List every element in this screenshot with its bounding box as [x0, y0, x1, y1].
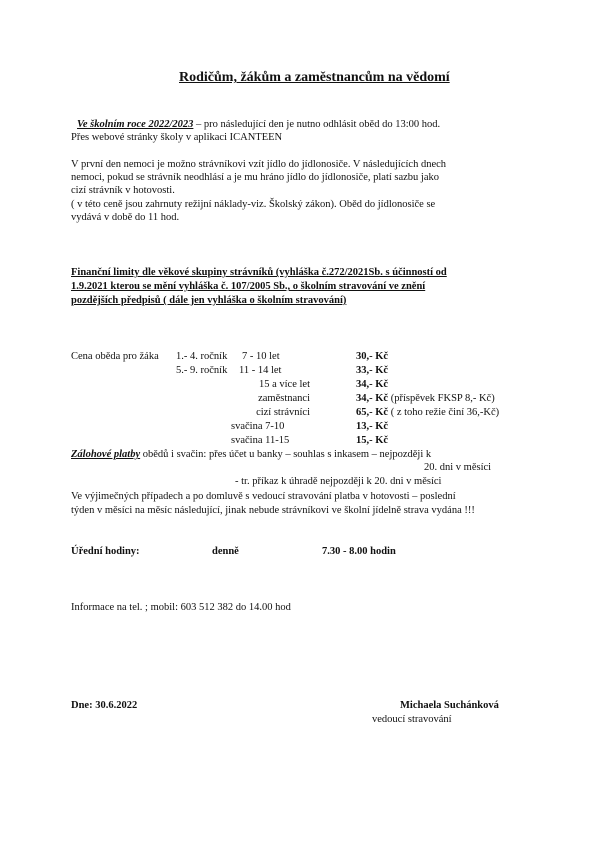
- signatory-role: vedoucí stravování: [372, 714, 452, 725]
- price-intro-label: Cena oběda pro žáka: [71, 351, 159, 362]
- payment-line-3: - tr. příkaz k úhradě nejpozději k 20. dni v měsíci: [235, 476, 442, 487]
- document-date: Dne: 30.6.2022: [71, 700, 138, 711]
- payment-line-4: Ve výjimečných případech a po domluvě s vedoucí stravování platba v hotovosti – poslední: [71, 491, 456, 502]
- price-row-external: [356, 406, 499, 419]
- price-value: 34,- Kč: [356, 379, 389, 390]
- sick-line-1: V první den nemoci je možno strávníkovi vzít jídlo do jídlonosiče. V následujících dnech: [71, 159, 447, 170]
- price-age: zaměstnanci: [258, 393, 310, 404]
- payment-line-5: týden v měsíci na měsíc následující, jinak nebude strávníkovi ve školní jídelně strava vydána !!!: [71, 505, 475, 516]
- price-value: 34,- Kč: [356, 393, 389, 404]
- sick-line-5: vydává v době do 11 hod.: [71, 212, 180, 223]
- payment-label: Zálohové platby: [71, 449, 141, 460]
- price-value: 15,- Kč: [356, 435, 389, 446]
- limits-line-2: 1.9.2021 kterou se mění vyhláška č. 107/2005 Sb., o školním stravování ve znění: [71, 281, 426, 292]
- school-year-label: Ve školním roce 2022/2023: [77, 119, 194, 130]
- intro-deadline-text: – pro následující den je nutno odhlásit oběd do 13:00 hod.: [193, 119, 441, 130]
- price-age: 11 - 14 let: [239, 365, 282, 376]
- price-note: (příspěvek FKSP 8,- Kč): [388, 393, 495, 404]
- office-hours-label: Úřední hodiny:: [71, 546, 140, 557]
- limits-line-3: pozdějších předpisů ( dále jen vyhláška o školním stravování): [71, 295, 347, 306]
- contact-info: Informace na tel. ; mobil: 603 512 382 do 14.00 hod: [71, 602, 291, 613]
- price-value: 30,- Kč: [356, 351, 389, 362]
- price-row-employees: [356, 392, 495, 405]
- payment-line-2: 20. dni v měsíci: [424, 462, 492, 473]
- price-age: 15 a více let: [258, 379, 310, 390]
- price-group: 5.- 9. ročník: [176, 365, 228, 376]
- price-value: 65,- Kč: [356, 407, 389, 418]
- price-age: 7 - 10 let: [242, 351, 280, 362]
- intro-line-1: [77, 118, 440, 131]
- payment-inkaso-text: obědů i svačin: přes účet u banky – souhlas s inkasem – nejpozději k: [140, 449, 432, 460]
- price-age: cizí strávníci: [256, 407, 310, 418]
- intro-line-2: Přes webové stránky školy v aplikaci ICANTEEN: [71, 132, 283, 143]
- limits-line-1: Finanční limity dle věkové skupiny strávníků (vyhláška č.272/2021Sb. s účinností od: [71, 267, 447, 278]
- sick-line-4: ( v této ceně jsou zahrnuty režijní náklady-viz. Školský zákon). Oběd do jídlonosiče se: [71, 199, 436, 210]
- price-age: svačina 7-10: [231, 421, 285, 432]
- sick-line-3: cizí strávník v hotovosti.: [71, 185, 175, 196]
- price-note: ( z toho režie činí 36,-Kč): [388, 407, 500, 418]
- signatory-name: Michaela Suchánková: [400, 700, 499, 711]
- price-value: 33,- Kč: [356, 365, 389, 376]
- sick-line-2: nemoci, pokud se strávník neodhlásí a je mu hráno jídlo do jídlonosiče, platí sazbu jako: [71, 172, 440, 183]
- office-hours-time: 7.30 - 8.00 hodin: [322, 546, 396, 557]
- office-hours-day: denně: [212, 546, 239, 557]
- price-group: 1.- 4. ročník: [176, 351, 228, 362]
- page-title: Rodičům, žákům a zaměstnancům na vědomí: [179, 70, 450, 85]
- price-value: 13,- Kč: [356, 421, 389, 432]
- price-age: svačina 11-15: [231, 435, 290, 446]
- payment-line-1: [71, 448, 431, 461]
